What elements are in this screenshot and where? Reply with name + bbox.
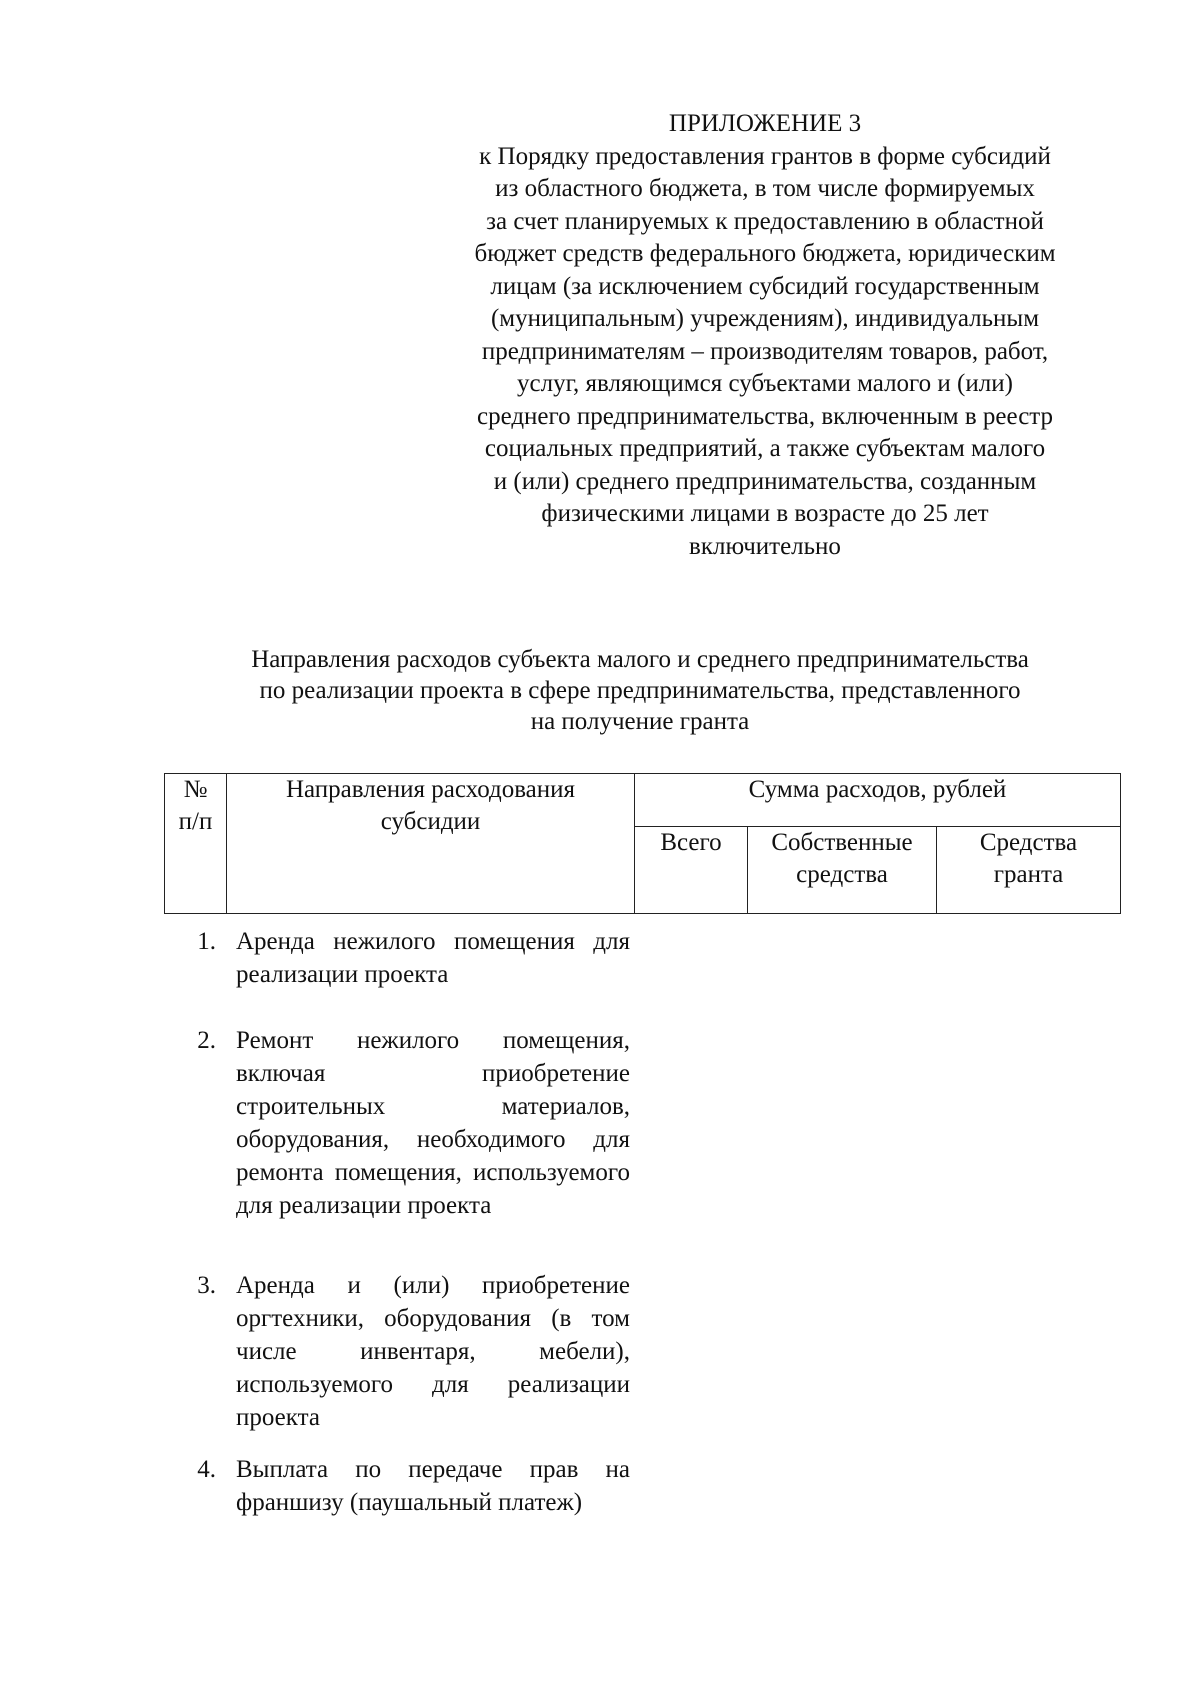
appendix-line: услуг, являющимся субъектами малого и (или) xyxy=(517,370,1013,397)
item-text: Аренда и (или) приобретение оргтехники, оборудования (в том числе инвентаря, мебели), используемого для реализации проекта xyxy=(236,1272,630,1431)
table-header-row xyxy=(165,774,1121,827)
appendix-line: лицам (за исключением субсидий государственным xyxy=(490,272,1040,300)
appendix-line: физическими лицами в возрасте до 25 лет xyxy=(541,500,989,527)
appendix-line: включительно xyxy=(689,532,841,560)
appendix-line: предпринимателям – производителям товаров, работ, xyxy=(481,337,1049,365)
appendix-line: бюджет средств федерального бюджета, юридическим xyxy=(474,240,1056,267)
heading-line: по реализации проекта в сфере предпринимательства, представленного xyxy=(259,677,1021,704)
appendix-line: и (или) среднего предпринимательства, созданным xyxy=(493,467,1037,495)
heading-line: Направления расходов субъекта малого и среднего предпринимательства xyxy=(251,646,1029,673)
appendix-header xyxy=(430,108,1100,563)
appendix-line: социальных предприятий, а также субъектам малого xyxy=(484,435,1046,462)
appendix-line: из областного бюджета, в том числе формируемых xyxy=(495,175,1035,202)
item-number: 4. xyxy=(197,1456,216,1483)
header-number: № п/п xyxy=(165,774,227,914)
appendix-line: среднего предпринимательства, включенным в реестр xyxy=(476,402,1054,430)
header-total: Всего xyxy=(635,827,748,914)
header-direction: Направления расходования субсидии xyxy=(227,774,635,914)
item-text: Ремонт нежилого помещения, включая приобретение строительных материалов, оборудования, необходимого для ремонта помещения, используемого для реализации проекта xyxy=(236,1027,630,1219)
appendix-line: к Порядку предоставления грантов в форме субсидий xyxy=(479,142,1051,170)
header-own-funds: Собственные средства xyxy=(748,827,937,914)
header-grant-funds: Средства гранта xyxy=(937,827,1121,914)
heading-line: на получение гранта xyxy=(530,708,750,735)
appendix-title: ПРИЛОЖЕНИЕ 3 xyxy=(668,110,862,137)
item-text: Аренда нежилого помещения для реализации проекта xyxy=(236,928,630,988)
appendix-line: за счет планируемых к предоставлению в областной xyxy=(486,207,1044,235)
document-heading xyxy=(150,644,1130,737)
appendix-line: (муниципальным) учреждениям), индивидуальным xyxy=(490,305,1040,332)
item-number: 3. xyxy=(197,1272,216,1299)
expense-table xyxy=(164,773,1121,914)
item-number: 1. xyxy=(197,928,216,955)
item-number: 2. xyxy=(197,1027,216,1054)
header-sum: Сумма расходов, рублей xyxy=(635,774,1121,827)
item-text: Выплата по передаче прав на франшизу (паушальный платеж) xyxy=(236,1456,630,1516)
